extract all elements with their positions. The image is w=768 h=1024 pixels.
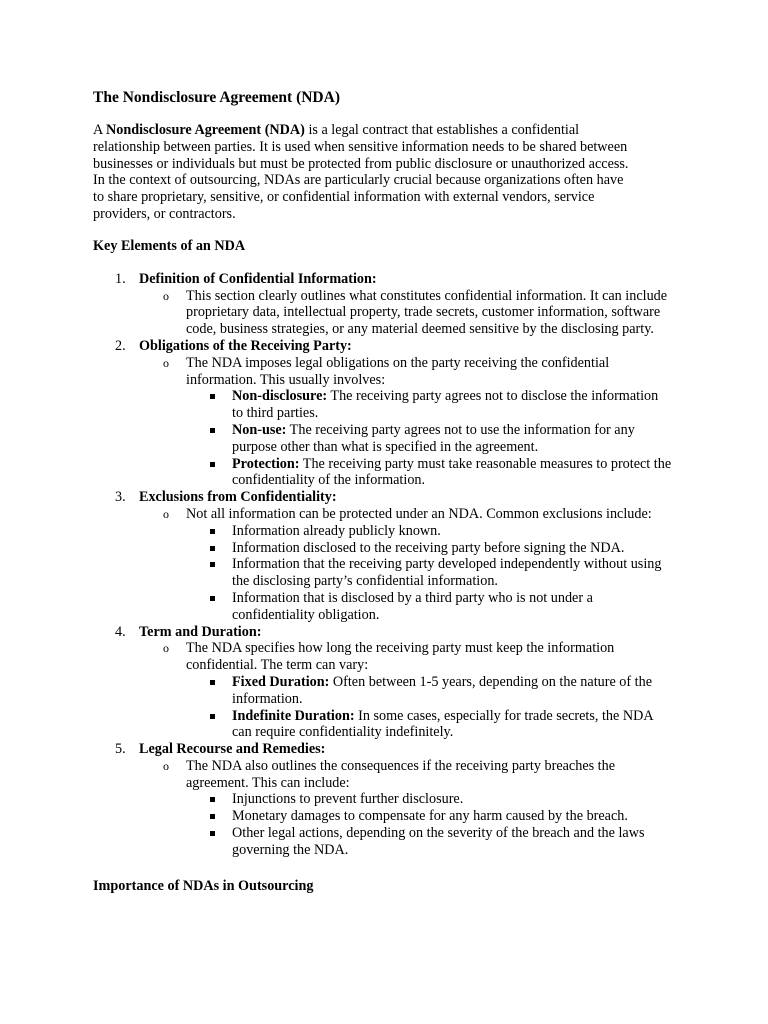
bullet-text: The NDA specifies how long the receiving party must keep the information confidential. The term can vary:	[186, 640, 615, 674]
bullet-text: The NDA imposes legal obligations on the party receiving the confidential information. This usually involves:	[186, 354, 610, 388]
sub-bullet-item	[186, 422, 672, 456]
sub-bullet-text: The receiving party agrees not to use the information for any purpose other than what is specified in the agreement.	[232, 421, 635, 455]
square-bullet-icon	[210, 562, 215, 567]
circle-bullet-icon: o	[163, 641, 169, 656]
section-item	[93, 271, 768, 338]
bullet-list	[139, 506, 768, 624]
sub-bullet-text: Monetary damages to compensate for any harm caused by the breach.	[232, 808, 628, 825]
sub-bullet-text: Information disclosed to the receiving party before signing the NDA.	[232, 539, 625, 556]
section-heading: Obligations of the Receiving Party:	[139, 337, 352, 354]
sub-bullet-item	[186, 388, 672, 422]
section-item	[93, 489, 768, 623]
sub-bullet-item	[186, 456, 672, 490]
sub-bullet-text: In some cases, especially for trade secrets, the NDA can require confidentiality indefinitely.	[232, 707, 653, 741]
bullet-item	[139, 758, 672, 859]
sub-bullet-item	[186, 523, 672, 540]
sub-bullet-item	[186, 540, 672, 557]
section-number: 5.	[115, 741, 126, 758]
intro-paragraph	[93, 122, 633, 223]
sub-bullet-list	[186, 388, 672, 489]
square-bullet-icon	[210, 529, 215, 534]
bullet-list	[139, 288, 768, 338]
sub-bullet-text: Other legal actions, depending on the severity of the breach and the laws governing the NDA.	[232, 825, 645, 858]
bullet-text: This section clearly outlines what constitutes confidential information. It can include proprietary data, intellectual property, trade secrets, customer information, software code, business strategies, or any material deemed sensitive by the disclosing party.	[186, 287, 668, 338]
section-item	[93, 624, 768, 742]
section-heading: Exclusions from Confidentiality:	[139, 489, 337, 506]
intro-prefix: A	[93, 122, 107, 138]
square-bullet-icon	[210, 394, 215, 399]
sub-bullet-term: Non-disclosure:	[232, 388, 328, 405]
section-number: 1.	[115, 270, 126, 287]
section-heading: Term and Duration:	[139, 623, 262, 640]
sub-bullet-text: Information that the receiving party developed independently without using the disclosing party’s confidential information.	[232, 556, 662, 590]
sub-bullet-text: Often between 1-5 years, depending on the nature of the information.	[232, 673, 652, 707]
intro-text: is a legal contract that establishes a confidential relationship between parties. It is used when sensitive information needs to be shared between businesses or individuals but must be protected from public disclosure or unauthorized access. In the context of outsourcing, NDAs are particularly crucial because organizations often have to share proprietary, sensitive, or confidential information with external vendors, service providers, or contractors.	[93, 122, 629, 222]
sub-bullet-item	[186, 825, 672, 859]
square-bullet-icon	[210, 428, 215, 433]
square-bullet-icon	[210, 831, 215, 836]
intro-term: Nondisclosure Agreement (NDA)	[106, 122, 305, 138]
section-item	[93, 338, 768, 489]
square-bullet-icon	[210, 814, 215, 819]
section-number: 2.	[115, 337, 126, 354]
sub-bullet-term: Fixed Duration:	[232, 673, 330, 690]
bullet-text: Not all information can be protected under an NDA. Common exclusions include:	[186, 505, 652, 522]
sub-bullet-text: Information already publicly known.	[232, 522, 441, 539]
sub-bullet-text: Injunctions to prevent further disclosure.	[232, 791, 464, 808]
square-bullet-icon	[210, 546, 215, 551]
square-bullet-icon	[210, 596, 215, 601]
bullet-item	[139, 288, 672, 338]
sub-bullet-item	[186, 708, 672, 742]
section-number: 4.	[115, 623, 126, 640]
key-elements-heading: Key Elements of an NDA	[93, 237, 246, 254]
circle-bullet-icon: o	[163, 355, 169, 370]
sub-bullet-item	[186, 808, 672, 825]
sub-bullet-item	[186, 791, 672, 808]
importance-heading: Importance of NDAs in Outsourcing	[93, 877, 314, 894]
sub-bullet-text: The receiving party must take reasonable measures to protect the confidentiality of the information.	[232, 455, 672, 489]
sub-bullet-term: Non-use:	[232, 421, 287, 438]
sub-bullet-text: Information that is disclosed by a third party who is not under a confidentiality obligation.	[232, 589, 593, 623]
circle-bullet-icon: o	[163, 506, 169, 521]
section-heading: Definition of Confidential Information:	[139, 270, 377, 287]
bullet-item	[139, 640, 672, 741]
section-number: 3.	[115, 489, 126, 506]
sub-bullet-item	[186, 590, 672, 624]
bullet-item	[139, 355, 672, 489]
circle-bullet-icon: o	[163, 288, 169, 303]
square-bullet-icon	[210, 462, 215, 467]
sub-bullet-item	[186, 556, 672, 590]
page-title: The Nondisclosure Agreement (NDA)	[93, 89, 340, 106]
bullet-text: The NDA also outlines the consequences if the receiving party breaches the agreement. This can include:	[186, 757, 616, 791]
bullet-list	[139, 355, 768, 489]
circle-bullet-icon: o	[163, 758, 169, 773]
key-elements-list	[93, 271, 768, 859]
bullet-item	[139, 506, 672, 624]
bullet-list	[139, 640, 768, 741]
square-bullet-icon	[210, 797, 215, 802]
sub-bullet-term: Indefinite Duration:	[232, 707, 355, 724]
square-bullet-icon	[210, 680, 215, 685]
sub-bullet-list	[186, 791, 672, 858]
sub-bullet-item	[186, 674, 672, 708]
square-bullet-icon	[210, 714, 215, 719]
sub-bullet-list	[186, 674, 672, 741]
sub-bullet-text: The receiving party agrees not to disclose the information to third parties.	[232, 388, 659, 422]
sub-bullet-list	[186, 523, 672, 624]
section-heading: Legal Recourse and Remedies:	[139, 741, 326, 758]
bullet-list	[139, 758, 768, 859]
sub-bullet-term: Protection:	[232, 455, 300, 472]
section-item	[93, 741, 768, 859]
